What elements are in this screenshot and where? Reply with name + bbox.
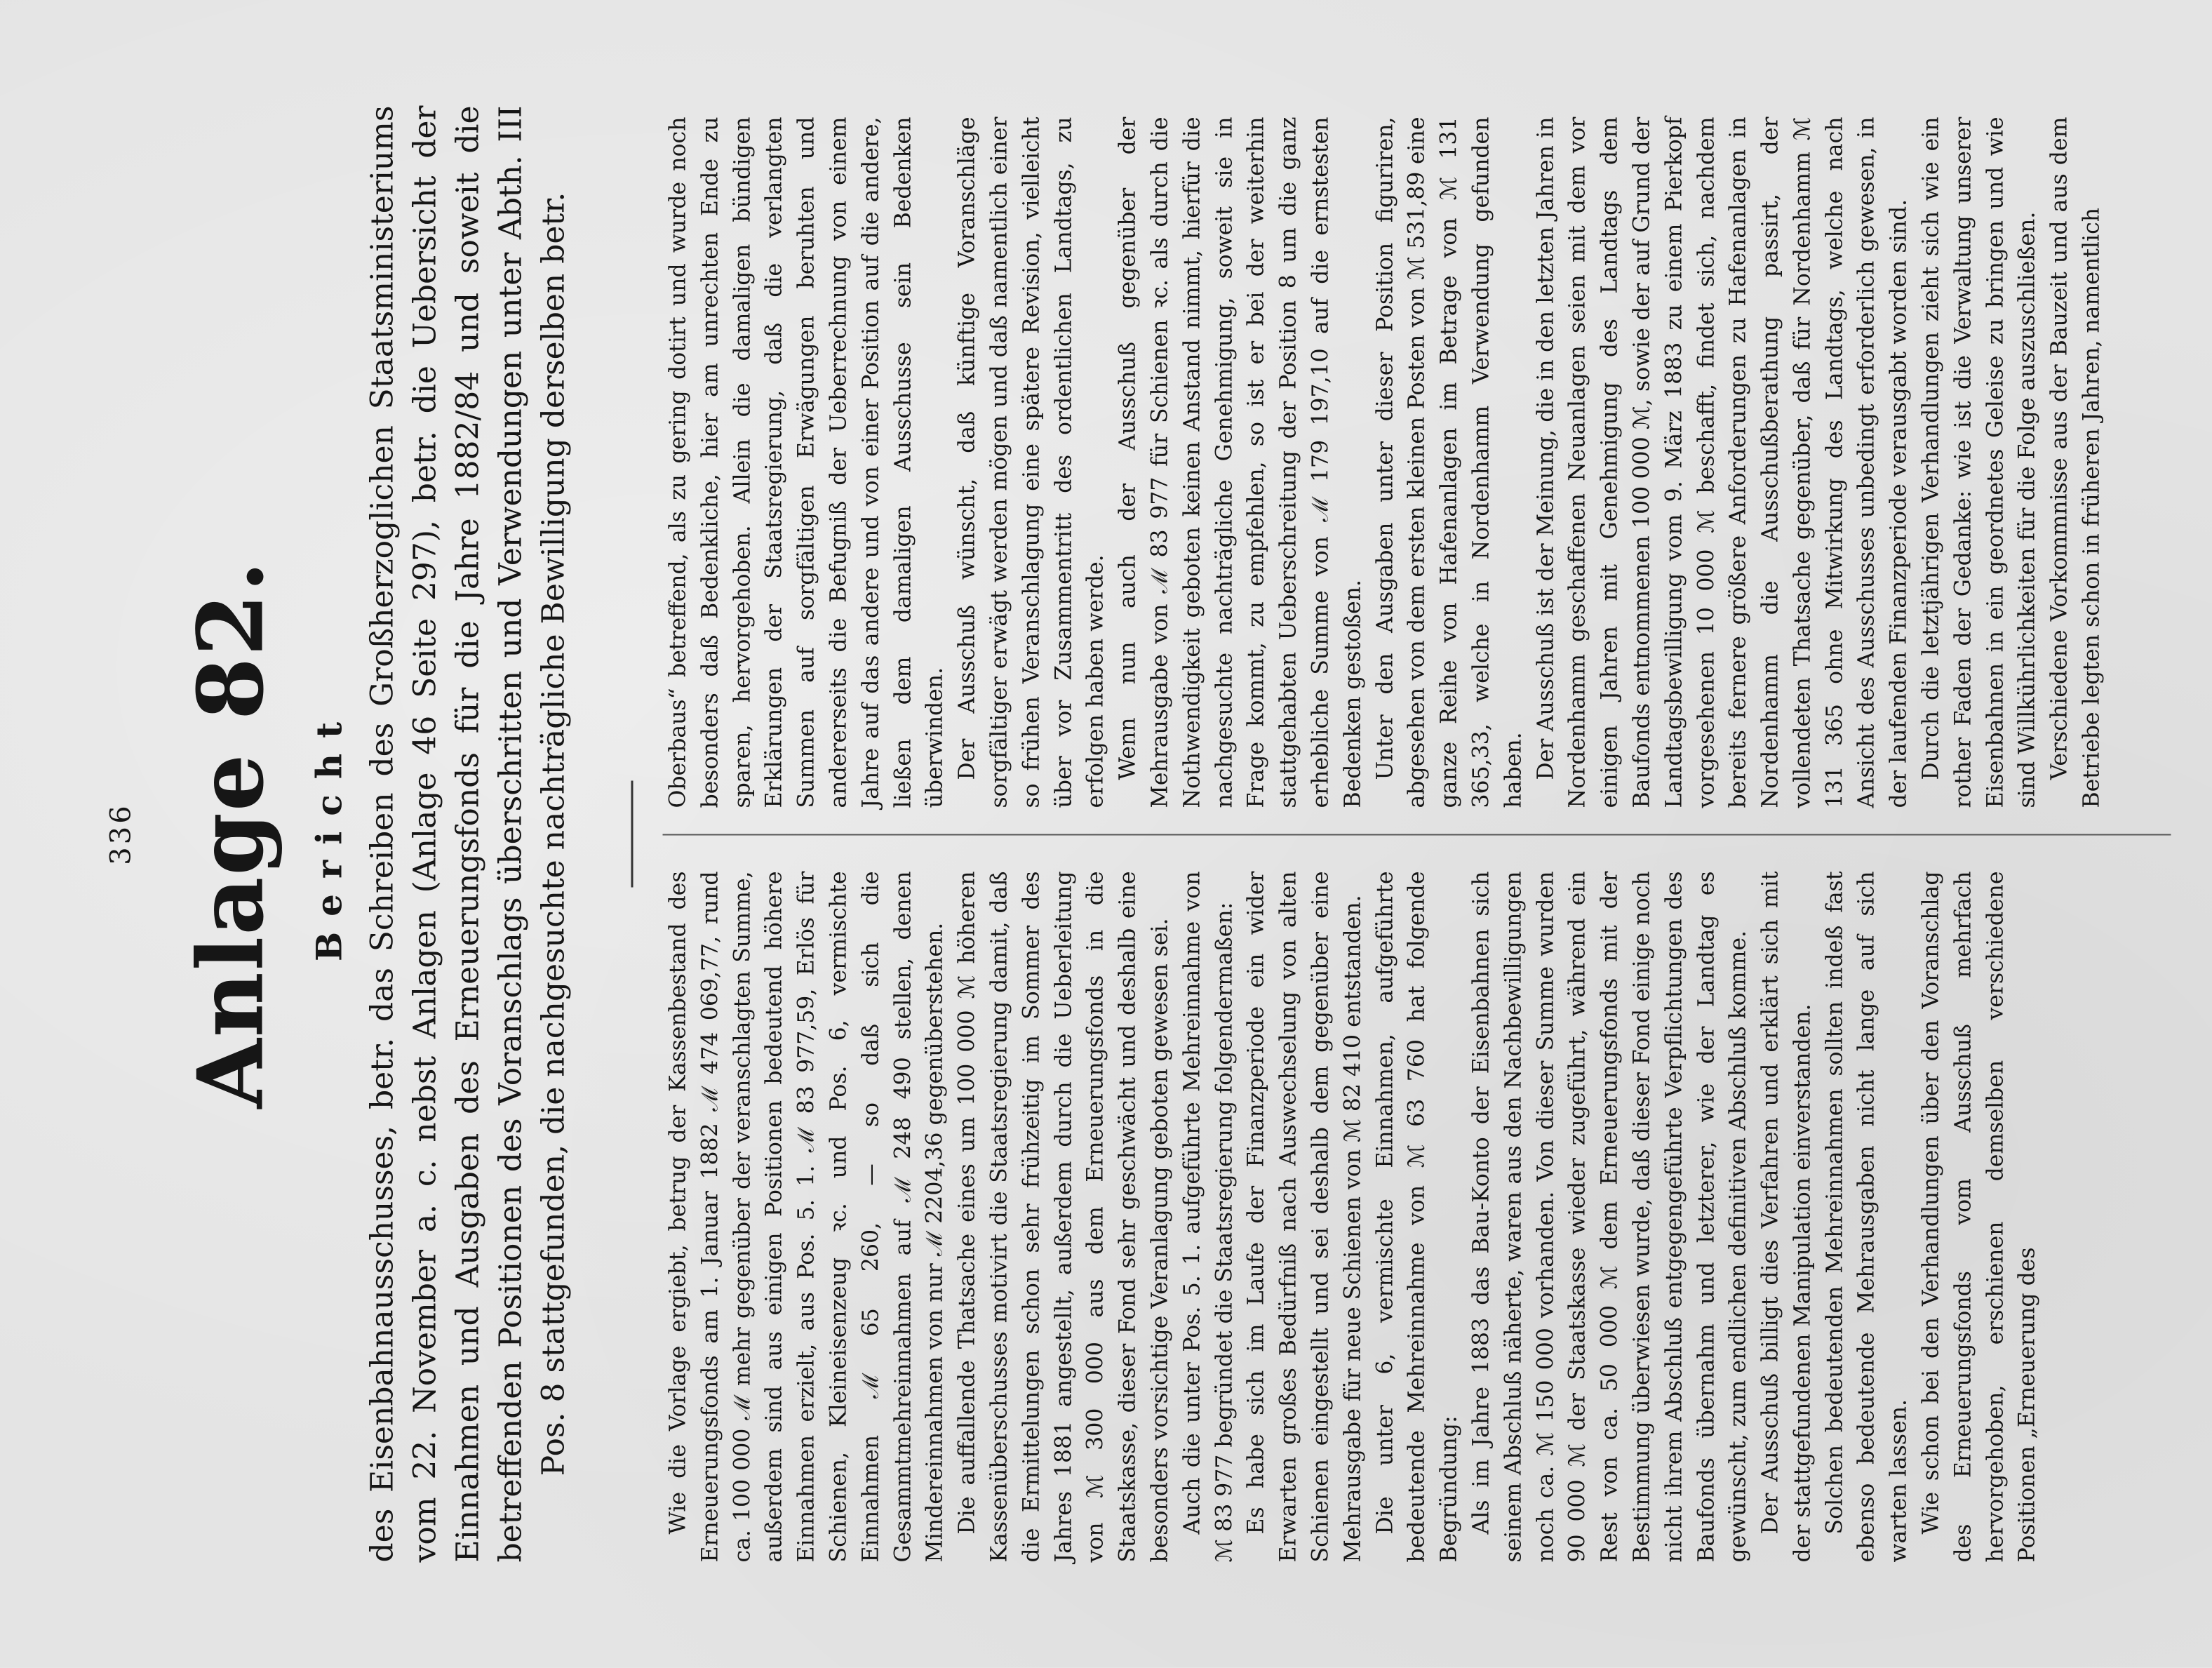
paragraph: Durch die letztjährigen Verhandlungen zieht sich wie ein rother Faden der Gedanke: wie ist die Verwaltung unserer Eisenbahnen in ein geordnetes Geleise zu bringen und wie sind Willkührlichkeiten für die Folge auszuschließen. xyxy=(1918,116,2040,808)
paragraph: Unter den Ausgaben unter dieser Position figuriren, abgesehen von dem ersten kleinen Posten von ℳ 531,89 eine ganze Reihe von Hafenanlagen im Betrage von ℳ 131 365,33, welche in Nordenhamm Verwendung gefunden haben. xyxy=(1372,116,1527,808)
right-text-column xyxy=(663,117,2109,808)
report-subject-paragraph: des Eisenbahnausschusses, betr. das Schreiben des Großherzoglichen Staatsministeriums vom 22. November a. c. nebst Anlagen (Anlage 46 Seite 297), betr. die Uebersicht der Einnahmen und Ausgaben des Erneuerungsfonds für die Jahre 1882/84 und soweit die betreffenden Positionen des Voranschlags überschritten und Verwendungen unter Abth. III Pos. 8 stattgefunden, die nachgesuchte nachträgliche Bewilligung derselben betr. xyxy=(364,105,572,1563)
paragraph: Die unter 6, vermischte Einnahmen, aufgeführte bedeutende Mehreinnahme von ℳ 63 760 hat folgende Begründung: xyxy=(1372,871,1462,1563)
report-heading: Bericht xyxy=(308,706,350,962)
paragraph: Als im Jahre 1883 das Bau-Konto der Eisenbahnen sich seinem Abschluß näherte, waren aus den Nachbewilligungen noch ca. ℳ 150 000 vorhanden. Von dieser Summe wurden 90 000 ℳ der Staatskasse wieder zugeführt, während ein Rest von ca. 50 000 ℳ dem Erneuerungsfonds mit der Bestimmung überwiesen wurde, daß dieser Fond einige noch nicht ihrem Abschluß entgegengeführte Verpflichtungen des Baufonds übernahm und letzterer, wie der Landtag es gewünscht, zum endlichen definitiven Abschluß komme. xyxy=(1468,871,1751,1563)
page-number: 336 xyxy=(105,803,138,865)
paragraph: Der Ausschuß wünscht, daß künftige Voranschläge sorgfältiger erwägt werden mögen und daß namentlich einer so frühen Veranschlagung eine spätere Revision, vielleicht über vor Zusammentritt des ordentlichen Landtags, zu erfolgen haben werde. xyxy=(954,116,1108,808)
paragraph: Auch die unter Pos. 5. 1. aufgeführte Mehreinnahme von ℳ 83 977 begründet die Staatsregierung folgendermaßen: xyxy=(1179,871,1238,1563)
rotated-document-page xyxy=(0,1,2212,1668)
paragraph: Solchen bedeutenden Mehreinnahmen sollten indeß fast ebenso bedeutende Mehrausgaben nicht lange auf sich warten lassen. xyxy=(1822,871,1912,1563)
paragraph: Wie schon bei den Verhandlungen über den Voranschlag des Erneuerungsfonds vom Ausschuß mehrfach hervorgehoben, erschienen demselben verschiedene Positionen „Erneuerung des xyxy=(1918,871,2040,1563)
annex-title: Anlage 82. xyxy=(178,559,284,1109)
paragraph: Verschiedene Vorkommnisse aus der Bauzeit und aus dem Betriebe legten schon in früheren Jahren, namentlich xyxy=(2046,116,2105,808)
paragraph: Der Ausschuß ist der Meinung, die in den letzten Jahren in Nordenhamm geschaffenen Neuanlagen seien mit dem vor einigen Jahren mit Genehmigung des Landtags dem Baufonds entnommenen 100 000 ℳ, sowie der auf Grund der Landtagsbewilligung vom 9. März 1883 zu einem Pierkopf vorgesehenen 10 000 ℳ beschafft, findet sich, nachdem bereits fernere größere Anforderungen zu Hafenanlagen in Nordenhamm die Ausschußberathung passirt, der vollendeten Thatsache gegenüber, daß für Nordenhamm ℳ 131 365 ohne Mitwirkung des Landtags, welche nach Ansicht des Ausschusses unbedingt erforderlich gewesen, in der laufenden Finanzperiode verausgabt worden sind. xyxy=(1533,116,1912,808)
paragraph: Oberbaus“ betreffend, als zu gering dotirt und wurde noch besonders daß Bedenkliche, hier am unrechten Ende zu sparen, hervorgehoben. Allein die damaligen bündigen Erklärungen der Staatsregierung, daß die verlangten Summen auf sorgfältigen Erwägungen beruhten und andererseits die Befugniß der Ueberrechnung von einem Jahre auf das andere und von einer Position auf die andere, ließen dem damaligen Ausschusse sein Bedenken überwinden. xyxy=(665,116,948,808)
paragraph: Es habe sich im Laufe der Finanzperiode ein wider Erwarten großes Bedürfniß nach Auswechselung von alten Schienen eingestellt und sei deshalb dem gegenüber eine Mehrausgabe für neue Schienen von ℳ 82 410 entstanden. xyxy=(1243,871,1366,1563)
paragraph: Wie die Vorlage ergiebt, betrug der Kassenbestand des Erneuerungsfonds am 1. Januar 1882 ℳ 474 069,77, rund ca. 100 000 ℳ mehr gegenüber der veranschlagten Summe, außerdem sind aus einigen Positionen bedeutend höhere Einnahmen erzielt, aus Pos. 5. 1. ℳ 83 977,59, Erlös für Schienen, Kleineisenzeug ꝛc. und Pos. 6, vermischte Einnahmen ℳ 65 260, — so daß sich die Gesammtmehreinnahmen auf ℳ 248 490 stellen, denen Mindereinnahmen von nur ℳ 2204,36 gegenüberstehen. xyxy=(665,871,948,1563)
paragraph: Die auffallende Thatsache eines um 100 000 ℳ höheren Kassenüberschusses motivirt die Staatsregierung damit, daß die Ermittelungen schon sehr frühzeitig im Sommer des Jahres 1881 angestellt, außerdem durch die Ueberleitung von ℳ 300 000 aus dem Erneuerungsfonds in die Staatskasse, dieser Fond sehr geschwächt und deshalb eine besonders vorsichtige Veranlagung geboten gewesen sei. xyxy=(954,871,1173,1563)
paragraph: Wenn nun auch der Ausschuß gegenüber der Mehrausgabe von ℳ 83 977 für Schienen ꝛc. als durch die Nothwendigkeit geboten keinen Anstand nimmt, hierfür die nachgesuchte nachträgliche Genehmigung, soweit sie in Frage kommt, zu empfehlen, so ist er bei der weiterhin stattgehabten Ueberschreitung der Position 8 um die ganz erhebliche Summe von ℳ 179 197,10 auf die ernstesten Bedenken gestoßen. xyxy=(1115,116,1366,808)
column-divider xyxy=(663,834,2171,836)
left-text-column xyxy=(663,872,2044,1563)
separator-rule xyxy=(631,781,634,888)
paragraph: Der Ausschuß billigt dies Verfahren und erklärt sich mit der stattgefundenen Manipulation einverstanden. xyxy=(1757,871,1816,1563)
